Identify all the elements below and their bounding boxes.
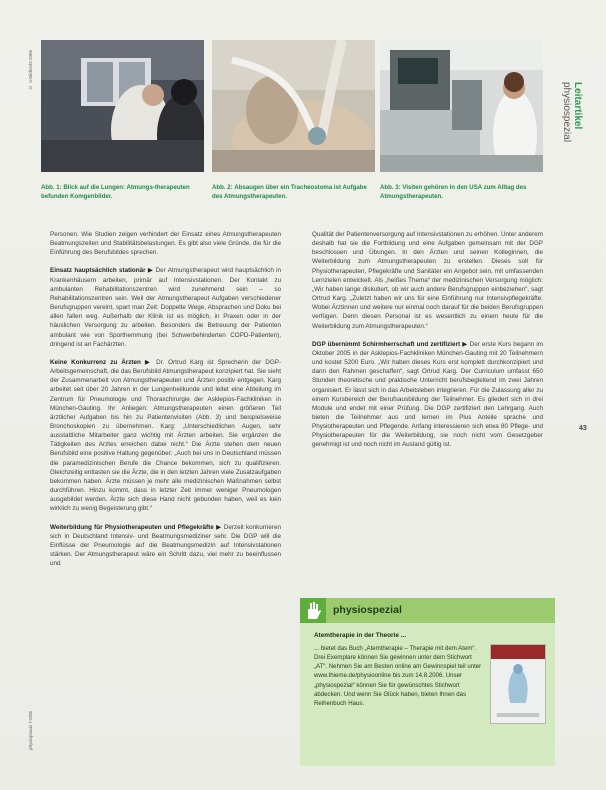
caption-3-text: Visiten gehören in den USA zum Alltag des Atmungstherapeuten. [380, 184, 527, 200]
book-cover-image [490, 644, 546, 724]
caption-2-text: Absaugen über ein Tracheostoma ist Aufgabe des Atmungstherapeuten. [212, 184, 367, 200]
page-number: 43 [579, 425, 587, 432]
paragraph [50, 230, 281, 257]
paragraph-text: Der erste Kurs begann im Oktober 2005 in der Asklepios-Fachkliniken München-Gauting mit 20 Teilnehmern und kostet 5200 Euro. „Wir haben dieses Kurs erst komplett durchkonzipiert und dann den Rahmen geschaffen“, sagt Ortrud Karg. Der Curriculum umfasst 650 Stunden theoretische und praktische Unterricht berufsbegleitend im zwei Jahren organisiert. Er lässt sich in das Arbeitsleben integrieren. Für die Zulassung aller zu einem Kursbereich der Berufsausbildung der Teilnehmer. Es gliedert sich in drei Module und endet mit einer Prüfung. Die DGP zertifiziert den Lehrgang. Auch bieten die Teilnehmer aus und lernen im Plus Anteile sprache und Physiotherapeuten und Pflegende. Anfang interessieren sich etwa 80 Pflege- und Physiotherapeuten für die Weiterbildung, sie noch nicht vom Gesetzgeber genehmigt ist und noch nicht im Ausland gültig ist. [312, 340, 544, 449]
paragraph-heading: DGP übernimmt Schirmherrschaft und zertifiziert [312, 340, 461, 348]
arrow-icon: ▶ [462, 340, 468, 348]
caption-1-text: Blick auf die Lungen: Atmungs-therapeuten befunden Komgenbilder. [41, 184, 190, 200]
article-column-right [312, 230, 543, 459]
caption-3-label: Abb. 3: [380, 184, 401, 191]
paragraph-text: Dr. Ortrud Karg ist Sprecherin der DGP-Arbeitsgemeinschaft, die das Berufsbild Atmungstherapeut konzipiert hat. Sie sieht der Zusammenarbeit von Atmungstherapeuten und Ärzten positiv entgegen. Karg arbeitet seit über 20 Jahren in der Lungenheilkunde und leitet eine Abteilung im Zentrum für Pneumologie und Thoraxchirurgie der Asklepios-Fachkliniken in München-Gauting. Ihr Anliegen: Atmungstherapeuten einen größeren Teil ärztlicher Aufgaben bis hin zu Patientenvisiten (Abb. 3) und beispielsweise Bronchoskopien zu übernehmen. Karg: „Unterschiedlichen Augen, sehr ausstattliche Mitarbeiter ganz wichtig mit Ärzten arbeiten. Sie ergänzen die Tätigkeiten des Arztes erreichen dabei nicht.“ Die Ärzte stehen dem neuen Berufsbild eine positive Haltung gegenüber: „Auch bei uns in Deutschland müssen die paramedizinischen Berufe die Chance bekommen, sich zu qualifizieren. Gleichzeitig entlasten sie die Ärzte, die in den letzten Jahren viele Zusatzaufgaben bekommen haben. Ärzte müssen je mehr alle medizinischen Maßnahmen selbst durchführen. Hinzu kommt, dass in letzter Zeit immer weniger Pneumologen ausgebildet werden. Ärzte sich diese Hand nicht gebunden haben, weil es kein wirklich zu wenig Begeisterung gibt.“ [50, 358, 282, 513]
photo-tracheostomy-suction [212, 40, 375, 172]
photo-credit: © ©Bildrecht 2006 [28, 49, 33, 90]
box-header [300, 598, 555, 623]
section-label-rest: physiospezial [561, 82, 572, 143]
caption-2-label: Abb. 2: [212, 184, 233, 191]
page-footer-credit: physiopraxis 7-8/06 [28, 710, 33, 750]
paragraph-text: Personen. Wie Studien zeigen verhindert der Einsatz eines Atmungstherapeuten Beatmungszeiten und Stabilitätsbelastungen. Es gibt also viele Gründe, die für die Einführung des Berufsbildes sprechen. [50, 231, 281, 257]
physiospezial-box [300, 598, 555, 766]
paragraph-text: Derzeit konkurrieren sich in Deutschland Intensiv- und Beatmungsmediziner sehr. Die DGP will die Einflüsse der Pneumologie auf die Beatmungsmedizin auf Intensivstationen stärken. Der Atmungstherapeut wäre ein Schritt dazu, viel mehr zu beeinflussen und [50, 523, 282, 568]
box-text: ... bietet das Buch „Atemtherapie – Therapie mit dem Atem“. Drei Exemplare können Sie gewinnen unter dem Stichwort „AT“. Nehmen Sie am Besten online am Gewinnspiel teil unter www.thieme.de/physioonline bis zum 14.8.2006. Unser „physiospezial“ können Sie für gewünschtes Stichwort abdecken. Und wenn Sie Glück haben, bieten Ihnen das Reihenbuch Haus. [314, 645, 482, 707]
paragraph [312, 340, 543, 450]
box-subtitle: Atemtherapie in der Theorie ... [314, 632, 406, 639]
paragraph-text: Der Atmungstherapeut wird hauptsächlich in Krankenhäusern arbeiten, primär auf Intensivstationen. Der Kontakt zu ambulanten Rehabilitationszentren wird zunehmend sein – so Rehabilitationszentren sein. Weil der Atmungstherapeut Aufgaben verschiedener Berufsgruppen vereint, spart man Zeit: Doppelte Wege, Absprachen und Doku bei allen fallen weg. Außerhalb der Klinik ist es möglich, in Praxen oder in der häuslichen Versorgung zu arbeiten. Besonders die Betreuung der Patienten ambulant wie von Sporthemmung (bei Schwerbehinderten COPD-Patienten), dringend ist an Fachärzten. [50, 267, 282, 348]
hand-icon [300, 598, 326, 623]
photo-xray-doctors [41, 40, 204, 172]
caption-3 [380, 183, 540, 201]
arrow-icon: ▶ [144, 358, 153, 366]
paragraph-heading: Keine Konkurrenz zu Ärzten [50, 358, 141, 366]
arrow-icon: ▶ [216, 523, 222, 531]
paragraph-heading: Weiterbildung für Physiotherapeuten und Pflegekräfte [50, 523, 214, 531]
caption-1 [41, 183, 201, 201]
paragraph [50, 358, 281, 514]
section-label-accent: Leitartikel [572, 82, 583, 130]
article-column-left [50, 230, 281, 577]
arrow-icon: ▶ [147, 267, 154, 275]
box-title: physiospezial [333, 604, 402, 616]
section-label [561, 82, 583, 182]
paragraph [50, 523, 281, 569]
paragraph [50, 266, 281, 348]
paragraph [312, 230, 543, 331]
paragraph-heading: Einsatz hauptsächlich stationär [50, 267, 146, 275]
photo-icu-visit [380, 40, 543, 172]
caption-2 [212, 183, 372, 201]
book-cover-band [491, 645, 545, 659]
paragraph-text: Qualität der Patientenversorgung auf Intensivstationen zu erhöhen. Unter anderem deshalb hat sie die Fortbildung und eine Aufgaben gemeinsam mit der DGP beschlossen und Übungen. In den Ärzten und seinen Kolleginnen, die Weiterbildung zum Atmungstherapeuten zu erstellen. Dieses soll für Physiotherapeuten, Pflegekräfte und Sanitäter ein Angebot sein, mit umfassenden Lernzielen entwickelt. Als „heißes Thema“ der medizinischen Versorgung möglich: „Wir haben lange diskutiert, ob wir auch andere Berufsgruppen einbeziehen“, sagt Ortrud Karg. „Zuletzt haben wir uns für eine Einführung nur Intensivpflegekräfte. Wobei Ärztinnen und weitere nur einmal noch darauf für die beiden Berufsgruppen verfügen. Denn diesen Personal ist es wesentlich zu einem heute für die Weiterbildung zum Atmungstherapeuten.“ [312, 231, 543, 330]
caption-1-label: Abb. 1: [41, 184, 62, 191]
